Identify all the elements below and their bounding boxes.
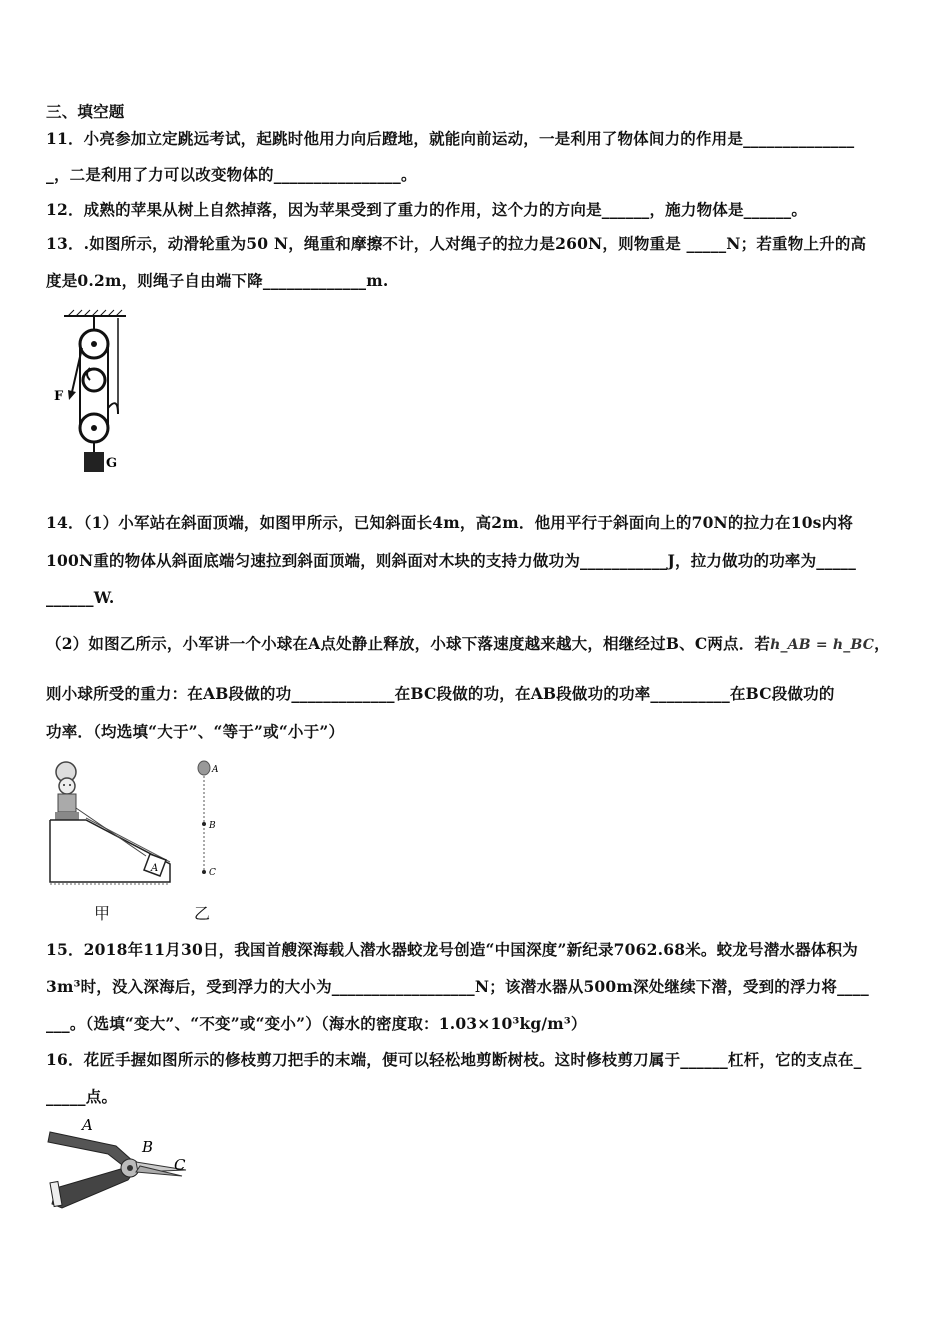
section-title: 三、填空题 (46, 102, 125, 121)
pruning-shears-figure (46, 1116, 196, 1214)
fig-yi-caption: 乙 (194, 904, 211, 923)
q14-line6: 功率．（均选填“大于”、“等于”或“小于”） (46, 722, 345, 741)
q14-line5: 则小球所受的重力：在AB段做的功_____________在BC段做的功，在AB段做功的功率__________在BC段做功的 (46, 684, 835, 703)
falling-ball-figure-yi (192, 758, 232, 883)
shears-label-b: B (142, 1138, 154, 1156)
q16-line2: _____点。 (46, 1087, 118, 1106)
q11-line1: 11．小亮参加立定跳远考试，起跳时他用力向后蹬地，就能向前运动，一是利用了物体间力的作用是______________ (46, 129, 855, 148)
shears-label-a: A (82, 1116, 93, 1134)
fig-jia-caption: 甲 (94, 904, 111, 923)
q14-line2: 100N重的物体从斜面底端匀速拉到斜面顶端，则斜面对木块的支持力做功为___________J，拉力做功的功率为_____ (46, 551, 857, 570)
q15-line3: ___。（选填“变大”、“不变”或“变小”）（海水的密度取：1.03×10³kg/m³） (46, 1014, 587, 1033)
q15-line1: 15．2018年11月30日，我国首艘深海载人潜水器蛟龙号创造“中国深度”新纪录7062.68米。蛟龙号潜水器体积为 (46, 940, 858, 959)
slope-block-label: A (151, 863, 159, 874)
point-b-label: B (209, 821, 216, 831)
q14-line4-pre: （2）如图乙所示，小军讲一个小球在A点处静止释放，小球下落速度越来越大，相继经过B、C两点．若 (46, 634, 771, 653)
point-a-label: A (212, 765, 219, 775)
label-f: F (54, 389, 64, 404)
slope-figure-jia (46, 758, 186, 888)
q15-line2: 3m³时，没入深海后，受到浮力的大小为__________________N；该潜水器从500m深处继续下潜，受到的浮力将____ (46, 977, 869, 996)
q14-line4 (46, 634, 890, 655)
q14-line1: 14．（1）小军站在斜面顶端，如图甲所示，已知斜面长4m，高2m．他用平行于斜面向上的70N的拉力在10s内将 (46, 513, 854, 532)
point-c-label: C (209, 868, 216, 878)
pulley-figure (46, 308, 136, 476)
q11-line2: _，二是利用了力可以改变物体的________________。 (46, 165, 417, 184)
q13-line2: 度是0.2m，则绳子自由端下降_____________m. (46, 271, 389, 290)
shears-label-c: C (174, 1156, 186, 1174)
q12-line1: 12．成熟的苹果从树上自然掉落，因为苹果受到了重力的作用，这个力的方向是______，施力物体是______。 (46, 200, 808, 219)
q13-line1: 13．.如图所示，动滑轮重为50 N，绳重和摩擦不计，人对绳子的拉力是260N，则物重是 _____N；若重物上升的高 (46, 234, 867, 253)
label-g: G (106, 456, 118, 471)
q14-line3: ______W. (46, 588, 115, 607)
q14-line4-post: ， (874, 634, 890, 653)
formula-hab-hbc: h_AB = h_BC (770, 637, 875, 653)
q16-line1: 16．花匠手握如图所示的修枝剪刀把手的末端，便可以轻松地剪断树枝。这时修枝剪刀属于______杠杆，它的支点在_ (46, 1050, 862, 1069)
